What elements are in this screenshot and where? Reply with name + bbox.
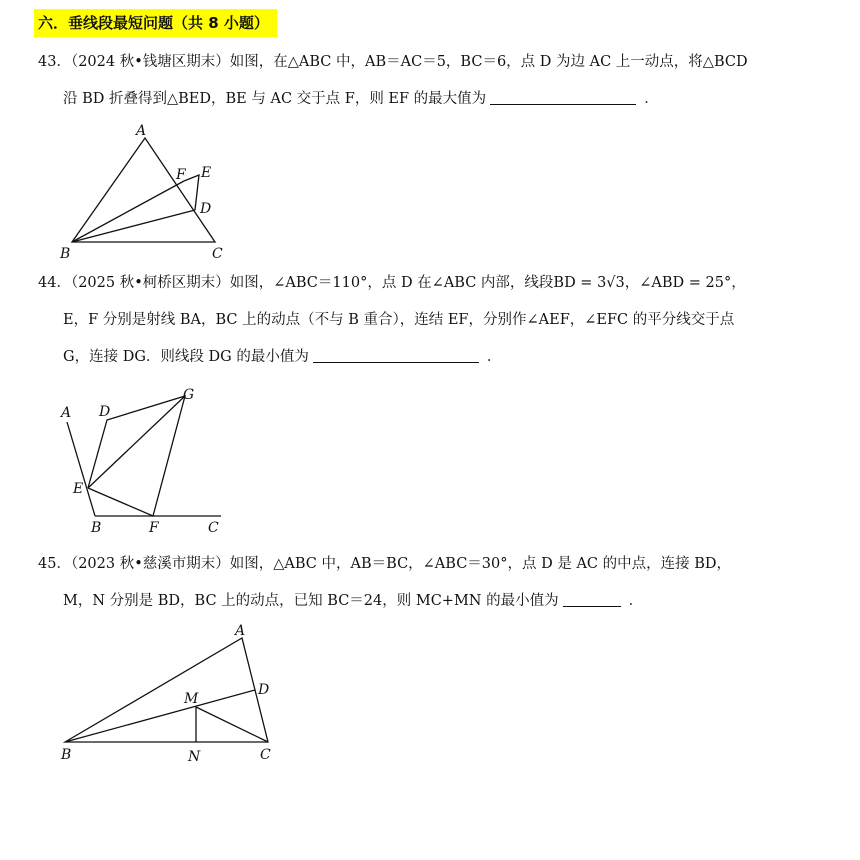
q45-label-n: N (188, 749, 201, 765)
q43-label-f: F (176, 167, 186, 183)
q45-line2 (63, 591, 643, 611)
q43-figure (50, 118, 250, 266)
q43-line2-text: 沿 BD 折叠得到△BED，BE 与 AC 交于点 F，则 EF 的最大值为 (63, 91, 487, 107)
q44-label-c: C (208, 520, 219, 536)
q45-line1: 45．（2023 秋•慈溪市期末）如图，△ABC 中，AB＝BC，∠ABC＝30°，点 D 是 AC 的中点，连接 BD， (38, 556, 732, 572)
q44-line1: 44．（2025 秋•柯桥区期末）如图，∠ABC＝110°，点 D 在∠ABC 内部，线段BD = 3√3，∠ABD = 25°， (38, 275, 746, 291)
q45-label-a: A (235, 623, 246, 639)
q44-label-a: A (61, 405, 72, 421)
q43-label-c: C (212, 246, 223, 262)
section-title: 六．垂线段最短问题（共 8 小题） (34, 9, 277, 37)
q43-label-d: D (200, 201, 212, 217)
q44-label-f: F (149, 520, 159, 536)
q45-figure (55, 620, 285, 770)
q44-line3 (63, 347, 501, 367)
q43-label-b: B (60, 246, 71, 262)
q45-end: ． (628, 593, 644, 609)
q43-line1: 43．（2024 秋•钱塘区期末）如图，在△ABC 中，AB＝AC＝5，BC＝6，点 D 为边 AC 上一动点，将△BCD (38, 54, 748, 70)
q44-label-e: E (73, 481, 84, 497)
q43-end: ． (644, 91, 659, 107)
q44-label-d: D (99, 404, 111, 420)
q43-label-e: E (201, 165, 212, 181)
q44-line3-text: G，连接 DG．则线段 DG 的最小值为 (63, 349, 309, 365)
q44-end: ． (486, 349, 502, 365)
q45-answer-blank[interactable] (563, 592, 621, 607)
q44-figure (55, 382, 235, 540)
q43-answer-blank[interactable] (490, 90, 636, 105)
ray-ba (67, 422, 95, 516)
q45-line2-text: M，N 分别是 BD，BC 上的动点，已知 BC＝24，则 MC+MN 的最小值为 (63, 593, 559, 609)
q44-answer-blank[interactable] (313, 348, 479, 363)
q43-label-a: A (136, 123, 147, 139)
q45-label-d: D (258, 682, 270, 698)
segment-bd (65, 690, 255, 742)
segment-mc (196, 707, 268, 742)
q45-label-m: M (184, 691, 199, 707)
q44-label-g: G (183, 387, 195, 403)
q43-line2 (63, 89, 659, 109)
segment-e-d (184, 175, 199, 210)
q45-label-b: B (61, 747, 72, 763)
triangle-abc (65, 638, 268, 742)
segment-be (72, 181, 184, 242)
triangle-abc (72, 138, 215, 242)
q44-label-b: B (91, 520, 102, 536)
q44-line2: E，F 分别是射线 BA，BC 上的动点（不与 B 重合），连结 EF，分别作∠AEF，∠EFC 的平分线交于点 (63, 312, 735, 328)
q45-label-c: C (260, 747, 271, 763)
